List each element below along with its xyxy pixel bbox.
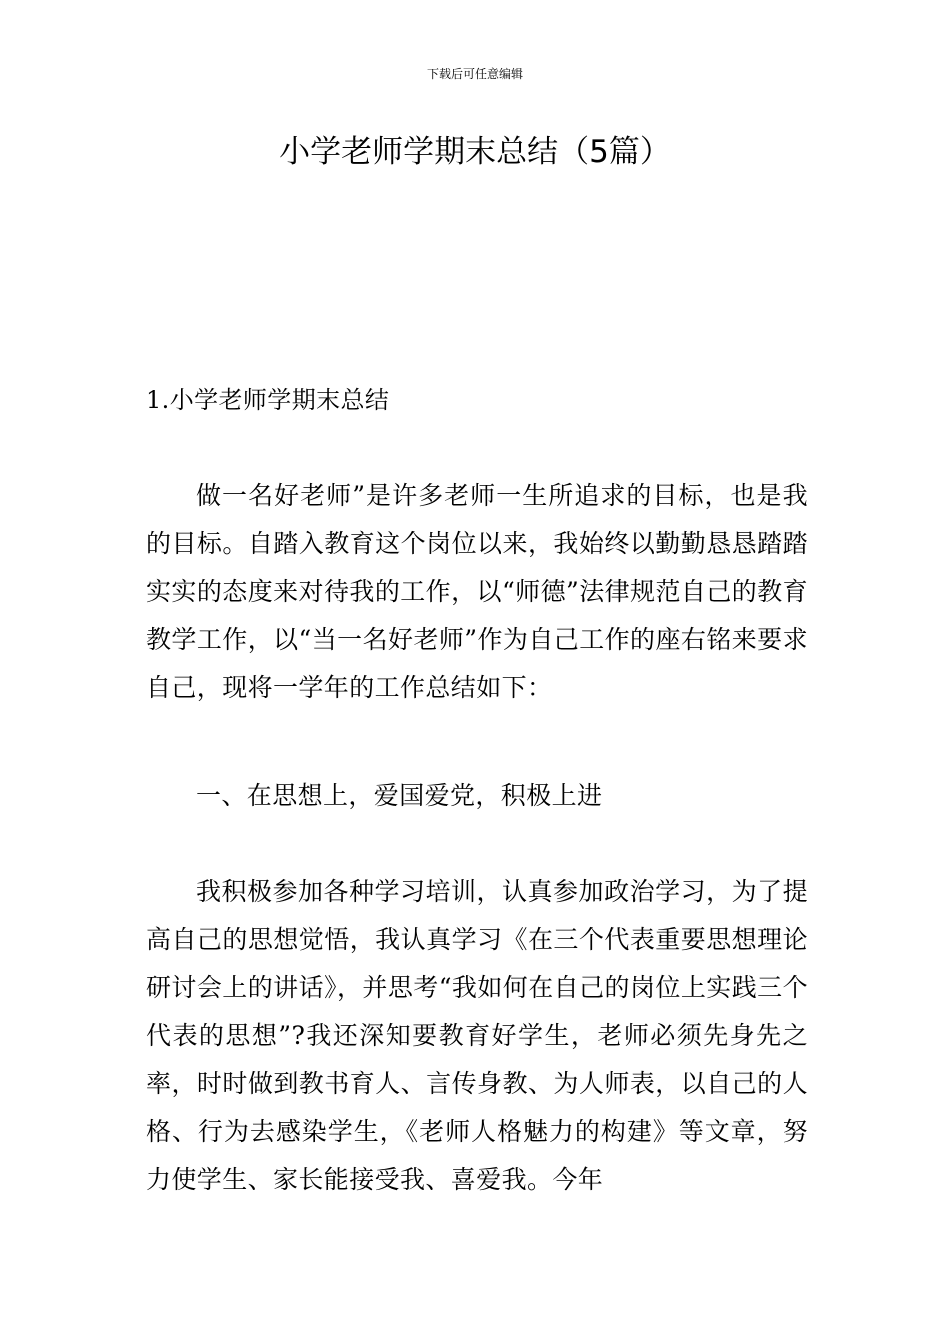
section-title: 1.小学老师学期末总结: [146, 386, 390, 414]
heading-thought: 一、在思想上，爱国爱党，积极上进: [196, 781, 603, 810]
paragraph-intro: 做一名好老师”是许多老师一生所追求的目标，也是我的目标。自踏入教育这个岗位以来，我始终以勤勤恳恳踏踏实实的态度来对待我的工作，以“师德”法律规范自己的教育教学工作，以“当一名好老师”作为自己工作的座右铭来要求自己，现将一学年的工作总结如下：: [146, 481, 808, 702]
paragraph-study: 我积极参加各种学习培训，认真参加政治学习，为了提高自己的思想觉悟，我认真学习《在三个代表重要思想理论研讨会上的讲话》，并思考“我如何在自己的岗位上实践三个代表的思想”?我还深知要教育好学生，老师必须先身先之率，时时做到教书育人、言传身教、为人师表，以自己的人格、行为去感染学生，《老师人格魅力的构建》等文章，努力使学生、家长能接受我、喜爱我。今年: [146, 877, 808, 1194]
header-note: 下载后可任意编辑: [426, 67, 523, 81]
document-title: 小学老师学期末总结（5篇）: [279, 134, 671, 170]
